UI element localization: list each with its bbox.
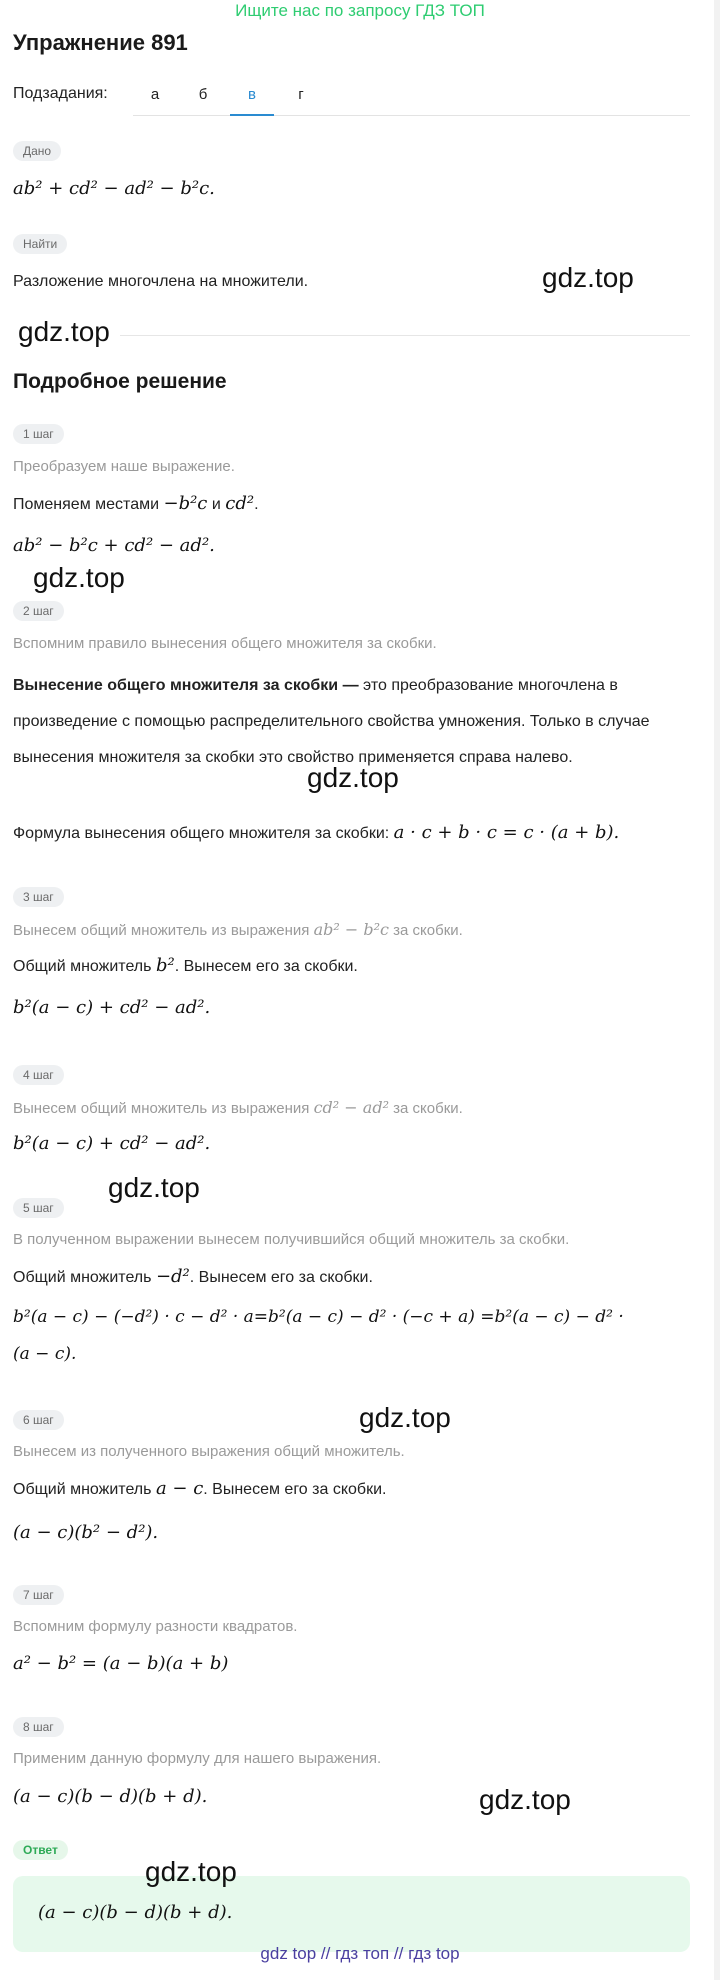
step-badge: 5 шаг [13,1198,64,1218]
step-badge: 3 шаг [13,887,64,907]
step-hint-pre: Вынесем общий множитель из выражения [13,922,310,939]
step-math: −d² [155,1266,190,1287]
step-paragraph-rest: это преобразование многочлена в произведение с помощью распределительного свойства умножения. Только в случае вынесения множителя за скобки это свойство применяется справа налево. [13,677,650,766]
step-expression: a² − b² = (a − b)(a + b) [13,1653,229,1674]
subtask-tabs [133,78,690,116]
tab-v[interactable]: в [230,78,274,116]
step-hint: Вспомним правило вынесения общего множителя за скобки. [13,635,437,652]
divider [120,335,690,336]
tab-b[interactable]: б [198,86,208,103]
step-text-pre: Поменяем местами [13,496,160,513]
step-expression: ab² − b²c + cd² − ad². [13,535,215,556]
page-title: Упражнение 891 [13,30,188,55]
tab-a[interactable]: а [150,86,160,103]
step-text [13,493,259,514]
watermark: gdz.top [18,316,110,347]
find-text: Разложение многочлена на множители. [13,273,309,290]
step-hint: Преобразуем наше выражение. [13,458,235,475]
watermark: gdz.top [359,1402,451,1433]
answer-expression: (a − c)(b − d)(b + d). [38,1902,233,1923]
watermark: gdz.top [108,1172,200,1203]
tab-g[interactable]: г [298,86,304,103]
step-hint-post: за скобки. [393,1100,463,1117]
step-text-post: . Вынесем его за скобки. [203,1481,387,1498]
step-math: −b²c [163,493,208,514]
step-badge: 2 шаг [13,601,64,621]
scrollbar[interactable] [714,0,720,1980]
formula-line [13,822,619,843]
watermark: gdz.top [542,262,634,293]
step-expression: b²(a − c) + cd² − ad². [13,997,211,1018]
step-hint-post: за скобки. [393,922,463,939]
step-badge: 4 шаг [13,1065,64,1085]
footer-links[interactable]: gdz top // гдз топ // гдз top [260,1944,460,1963]
step-paragraph [13,668,683,776]
given-expression: ab² + cd² − ad² − b²c. [13,178,215,199]
step-expression-continued: (a − c). [13,1344,77,1364]
step-expression: (a − c)(b² − d²). [13,1522,159,1543]
step-math: a − c [155,1478,204,1499]
step-hint-math: ab² − b²c [313,920,389,939]
step-hint-math: cd² − ad² [313,1098,389,1117]
step-hint: Вспомним формулу разности квадратов. [13,1618,298,1635]
step-math: cd² [225,493,255,514]
step-text-pre: Общий множитель [13,1481,152,1498]
step-paragraph-bold: Вынесение общего множителя за скобки — [13,677,359,694]
given-badge: Дано [13,141,61,161]
step-text-and: и [211,496,221,513]
section-title: Подробное решение [13,370,227,393]
step-hint [13,1098,463,1117]
step-badge: 8 шаг [13,1717,64,1737]
formula-math: a · c + b · c = c · (a + b). [393,822,620,843]
step-text-post: . Вынесем его за скобки. [189,1269,373,1286]
step-hint: В полученном выражении вынесем получившийся общий множитель за скобки. [13,1231,570,1248]
step-text-dot: . [254,496,259,513]
formula-label: Формула вынесения общего множителя за скобки: [13,825,390,842]
step-hint: Применим данную формулу для нашего выражения. [13,1750,382,1767]
step-expression: b²(a − c) + cd² − ad². [13,1133,211,1154]
step-text-pre: Общий множитель [13,958,152,975]
step-expression: (a − c)(b − d)(b + d). [13,1786,208,1807]
promo-banner[interactable]: Ищите нас по запросу ГДЗ ТОП [235,1,485,20]
step-text [13,1266,373,1287]
step-badge: 6 шаг [13,1410,64,1430]
step-hint: Вынесем из полученного выражения общий множитель. [13,1443,405,1460]
step-text-post: . Вынесем его за скобки. [174,958,358,975]
watermark: gdz.top [479,1784,571,1815]
find-badge: Найти [13,234,67,254]
step-math: b² [155,955,175,976]
answer-badge: Ответ [13,1840,68,1860]
step-hint-pre: Вынесем общий множитель из выражения [13,1100,310,1117]
watermark: gdz.top [33,562,125,593]
step-badge: 7 шаг [13,1585,64,1605]
step-hint [13,920,463,939]
step-text [13,1478,386,1499]
step-text-pre: Общий множитель [13,1269,152,1286]
step-badge: 1 шаг [13,424,64,444]
step-text [13,955,358,976]
step-expression: b²(a − c) − (−d²) · c − d² · a=b²(a − c) − d² · (−c + a) =b²(a − c) − d² · [13,1307,624,1327]
subtasks-label: Подзадания: [13,85,108,102]
watermark: gdz.top [307,762,399,793]
watermark: gdz.top [145,1856,237,1887]
